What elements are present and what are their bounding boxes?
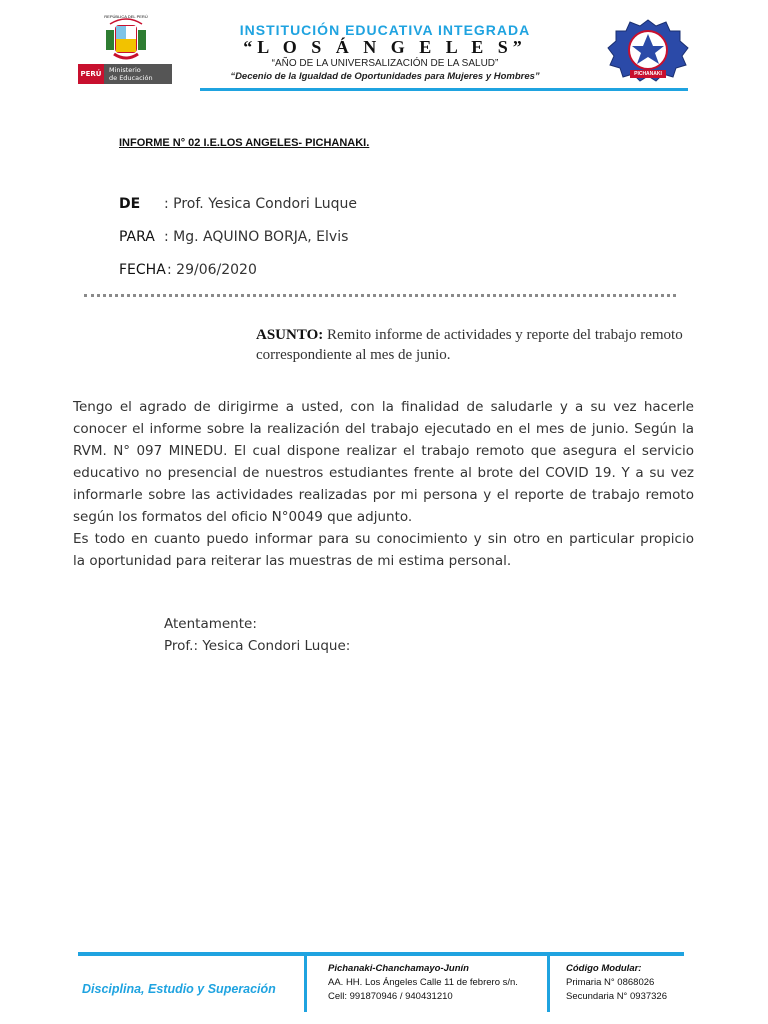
ministry-line-2: de Educación — [109, 74, 153, 82]
school-subtitle: “L O S Á N G E L E S” — [243, 37, 527, 57]
body-line: la oportunidad para reiterar las muestras de mi estima personal. — [73, 553, 512, 569]
footer-column-divider — [547, 956, 550, 1012]
body-line: educativo no presencial de nuestros estudiantes frente al brote del COVID 19. Y a su vez — [73, 465, 694, 481]
location-title: Pichanaki-Chanchamayo-Junín — [328, 963, 469, 974]
signature: Prof.: Yesica Condori Luque: — [164, 638, 351, 654]
para-label: PARA — [119, 229, 155, 245]
document-title: INFORME N° 02 I.E.LOS ANGELES- PICHANAKI. — [119, 137, 370, 149]
de-value: : Prof. Yesica Condori Luque — [164, 196, 357, 212]
ministry-logo — [78, 64, 172, 84]
header-divider — [200, 88, 688, 91]
secundaria-code: Secundaria N° 0937326 — [566, 991, 667, 1002]
footer-divider — [78, 952, 684, 956]
fecha-label: FECHA — [119, 262, 166, 278]
footer-column-divider — [304, 956, 307, 1012]
year-name: “AÑO DE LA UNIVERSALIZACIÓN DE LA SALUD” — [271, 58, 499, 69]
peru-label: PERÚ — [78, 64, 104, 84]
body-line: conocer el informe sobre la realización del trabajo ejecutado en el mes de junio. Según la — [73, 421, 694, 437]
fecha-value: : 29/06/2020 — [167, 262, 257, 278]
republic-text: REPÚBLICA DEL PERÚ — [104, 14, 148, 19]
code-title: Código Modular: — [566, 963, 642, 974]
body-line: Tengo el agrado de dirigirme a usted, con la finalidad de saludarle y a su vez hacerle — [73, 399, 694, 415]
body-line: según los formatos del oficio N°0049 que adjunto. — [73, 509, 413, 525]
body-line: Es todo en cuanto puedo informar para su conocimiento y sin otro en particular propicio — [73, 531, 694, 547]
body-line: RVM. N° 097 MINEDU. El cual dispone realizar el trabajo remoto que asegura el servicio — [73, 443, 694, 459]
school-emblem — [606, 18, 690, 82]
decade-name: “Decenio de la Igualdad de Oportunidades para Mujeres y Hombres” — [230, 71, 540, 82]
phone: Cell: 991870946 / 940431210 — [328, 991, 453, 1002]
school-name: INSTITUCIÓN EDUCATIVA INTEGRADA — [239, 22, 531, 38]
asunto-block — [256, 325, 696, 365]
asunto-label: ASUNTO: — [256, 327, 324, 343]
body-line: informarle sobre las actividades realizadas por mi persona y el reporte de trabajo remoto — [73, 487, 694, 503]
emblem-text: PICHANAKI — [634, 71, 662, 77]
dotted-separator — [84, 294, 676, 297]
address: AA. HH. Los Ángeles Calle 11 de febrero s/n. — [328, 977, 518, 988]
primaria-code: Primaria N° 0868026 — [566, 977, 655, 988]
de-label: DE — [119, 196, 141, 212]
peru-coat-of-arms — [104, 16, 148, 62]
school-motto: Disciplina, Estudio y Superación — [82, 982, 276, 996]
closing: Atentamente: — [164, 616, 257, 632]
asunto-text: Remito informe de actividades y reporte del trabajo remoto correspondiente al mes de junio. — [256, 327, 683, 363]
para-value: : Mg. AQUINO BORJA, Elvis — [164, 229, 349, 245]
ministry-line-1: Ministerio — [109, 66, 141, 74]
